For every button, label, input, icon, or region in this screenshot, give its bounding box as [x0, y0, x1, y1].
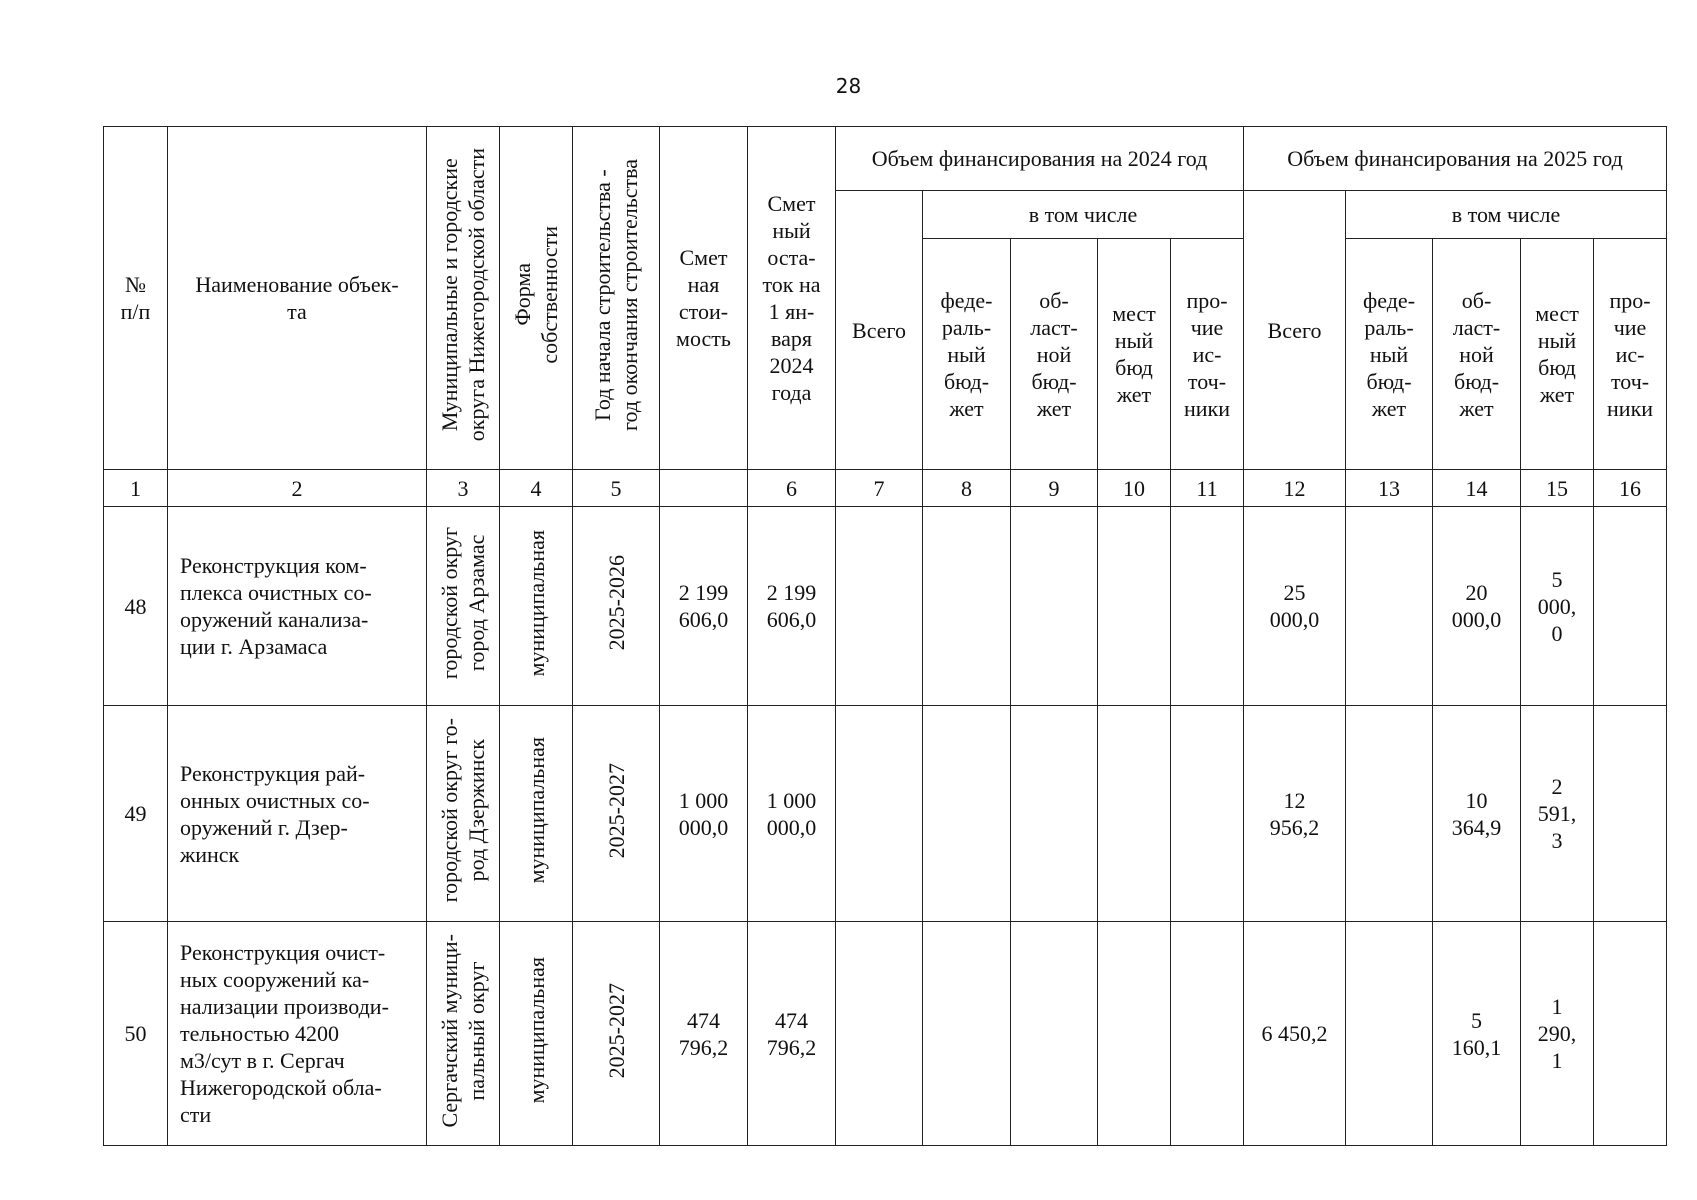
column-number: 4: [500, 470, 573, 507]
remainder-cell: 2 199 606,0: [748, 507, 836, 706]
y2025-local-cell: 2 591, 3: [1521, 706, 1594, 922]
y2024-other-cell: [1171, 922, 1244, 1146]
column-number: 5: [573, 470, 660, 507]
header-municipality: Муниципальные и городские округа Нижегородской области: [427, 127, 500, 470]
y2024-federal-cell: [923, 922, 1011, 1146]
y2024-local-cell: [1098, 507, 1171, 706]
column-number: 13: [1346, 470, 1433, 507]
header-cost: Смет ная стои- мость: [660, 127, 748, 470]
column-number: 12: [1244, 470, 1346, 507]
cost-cell: 1 000 000,0: [660, 706, 748, 922]
row-num: 50: [104, 922, 168, 1146]
column-number: 3: [427, 470, 500, 507]
header-2025-including: в том числе: [1346, 191, 1667, 239]
row-num: 48: [104, 507, 168, 706]
header-2025-regional: об- ласт- ной бюд- жет: [1433, 239, 1521, 470]
header-num: № п/п: [104, 127, 168, 470]
header-remainder: Смет ный оста- ток на 1 ян- варя 2024 года: [748, 127, 836, 470]
header-group-2025: Объем финансирования на 2025 год: [1244, 127, 1667, 191]
header-row-1: [104, 127, 1667, 191]
header-group-2024: Объем финансирования на 2024 год: [836, 127, 1244, 191]
y2024-other-cell: [1171, 706, 1244, 922]
column-number: [660, 470, 748, 507]
y2024-federal-cell: [923, 706, 1011, 922]
header-2025-total: Всего: [1244, 191, 1346, 470]
y2024-federal-cell: [923, 507, 1011, 706]
column-number: 2: [168, 470, 427, 507]
y2025-other-cell: [1594, 922, 1667, 1146]
y2024-regional-cell: [1011, 507, 1098, 706]
y2024-local-cell: [1098, 706, 1171, 922]
column-numbers-row: [104, 470, 1667, 507]
cost-cell: 474 796,2: [660, 922, 748, 1146]
y2025-local-cell: 5 000, 0: [1521, 507, 1594, 706]
column-number: 11: [1171, 470, 1244, 507]
y2025-other-cell: [1594, 507, 1667, 706]
object-name: Реконструкция рай- онных очистных со- оружений г. Дзер- жинск: [168, 706, 427, 922]
ownership-cell: муниципальная: [500, 507, 573, 706]
object-name: Реконструкция ком- плекса очистных со- оружений канализа- ции г. Арзамаса: [168, 507, 427, 706]
y2025-local-cell: 1 290, 1: [1521, 922, 1594, 1146]
ownership-cell: муниципальная: [500, 922, 573, 1146]
header-2025-local: мест ный бюд жет: [1521, 239, 1594, 470]
ownership-cell: муниципальная: [500, 706, 573, 922]
y2024-regional-cell: [1011, 706, 1098, 922]
header-years: Год начала строительства - год окончания строительства: [573, 127, 660, 470]
financing-table: [103, 126, 1667, 1146]
column-number: 15: [1521, 470, 1594, 507]
header-2024-local: мест ный бюд жет: [1098, 239, 1171, 470]
table-row: [104, 507, 1667, 706]
column-number: 7: [836, 470, 923, 507]
header-name: Наименование объек- та: [168, 127, 427, 470]
table-row: [104, 922, 1667, 1146]
column-number: 8: [923, 470, 1011, 507]
header-2025-other: про- чие ис- точ- ники: [1594, 239, 1667, 470]
y2024-total-cell: [836, 706, 923, 922]
y2025-regional-cell: 10 364,9: [1433, 706, 1521, 922]
y2024-local-cell: [1098, 922, 1171, 1146]
municipality-cell: городской округ город Арзамас: [427, 507, 500, 706]
header-2024-federal: феде- раль- ный бюд- жет: [923, 239, 1011, 470]
y2025-total-cell: 25 000,0: [1244, 507, 1346, 706]
page-number: 28: [835, 74, 862, 98]
object-name: Реконструкция очист- ных сооружений ка- нализации производи- тельностью 4200 м3/сут в г. Сергач Нижегородской обла- сти: [168, 922, 427, 1146]
municipality-cell: Сергачский муници- пальный округ: [427, 922, 500, 1146]
header-2024-regional: об- ласт- ной бюд- жет: [1011, 239, 1098, 470]
column-number: 14: [1433, 470, 1521, 507]
y2025-regional-cell: 20 000,0: [1433, 507, 1521, 706]
municipality-cell: городской округ го- род Дзержинск: [427, 706, 500, 922]
y2024-total-cell: [836, 922, 923, 1146]
years-cell: 2025-2026: [573, 507, 660, 706]
table-row: [104, 706, 1667, 922]
header-2024-including: в том числе: [923, 191, 1244, 239]
y2025-federal-cell: [1346, 706, 1433, 922]
years-cell: 2025-2027: [573, 922, 660, 1146]
y2024-total-cell: [836, 507, 923, 706]
row-num: 49: [104, 706, 168, 922]
header-2025-federal: феде- раль- ный бюд- жет: [1346, 239, 1433, 470]
header-2024-total: Всего: [836, 191, 923, 470]
y2025-regional-cell: 5 160,1: [1433, 922, 1521, 1146]
remainder-cell: 474 796,2: [748, 922, 836, 1146]
cost-cell: 2 199 606,0: [660, 507, 748, 706]
column-number: 9: [1011, 470, 1098, 507]
remainder-cell: 1 000 000,0: [748, 706, 836, 922]
column-number: 10: [1098, 470, 1171, 507]
column-number: 6: [748, 470, 836, 507]
y2025-total-cell: 12 956,2: [1244, 706, 1346, 922]
y2025-federal-cell: [1346, 507, 1433, 706]
y2024-other-cell: [1171, 507, 1244, 706]
column-number: 16: [1594, 470, 1667, 507]
column-number: 1: [104, 470, 168, 507]
years-cell: 2025-2027: [573, 706, 660, 922]
header-2024-other: про- чие ис- точ- ники: [1171, 239, 1244, 470]
header-ownership: Форма собственности: [500, 127, 573, 470]
y2025-total-cell: 6 450,2: [1244, 922, 1346, 1146]
y2025-federal-cell: [1346, 922, 1433, 1146]
y2025-other-cell: [1594, 706, 1667, 922]
y2024-regional-cell: [1011, 922, 1098, 1146]
